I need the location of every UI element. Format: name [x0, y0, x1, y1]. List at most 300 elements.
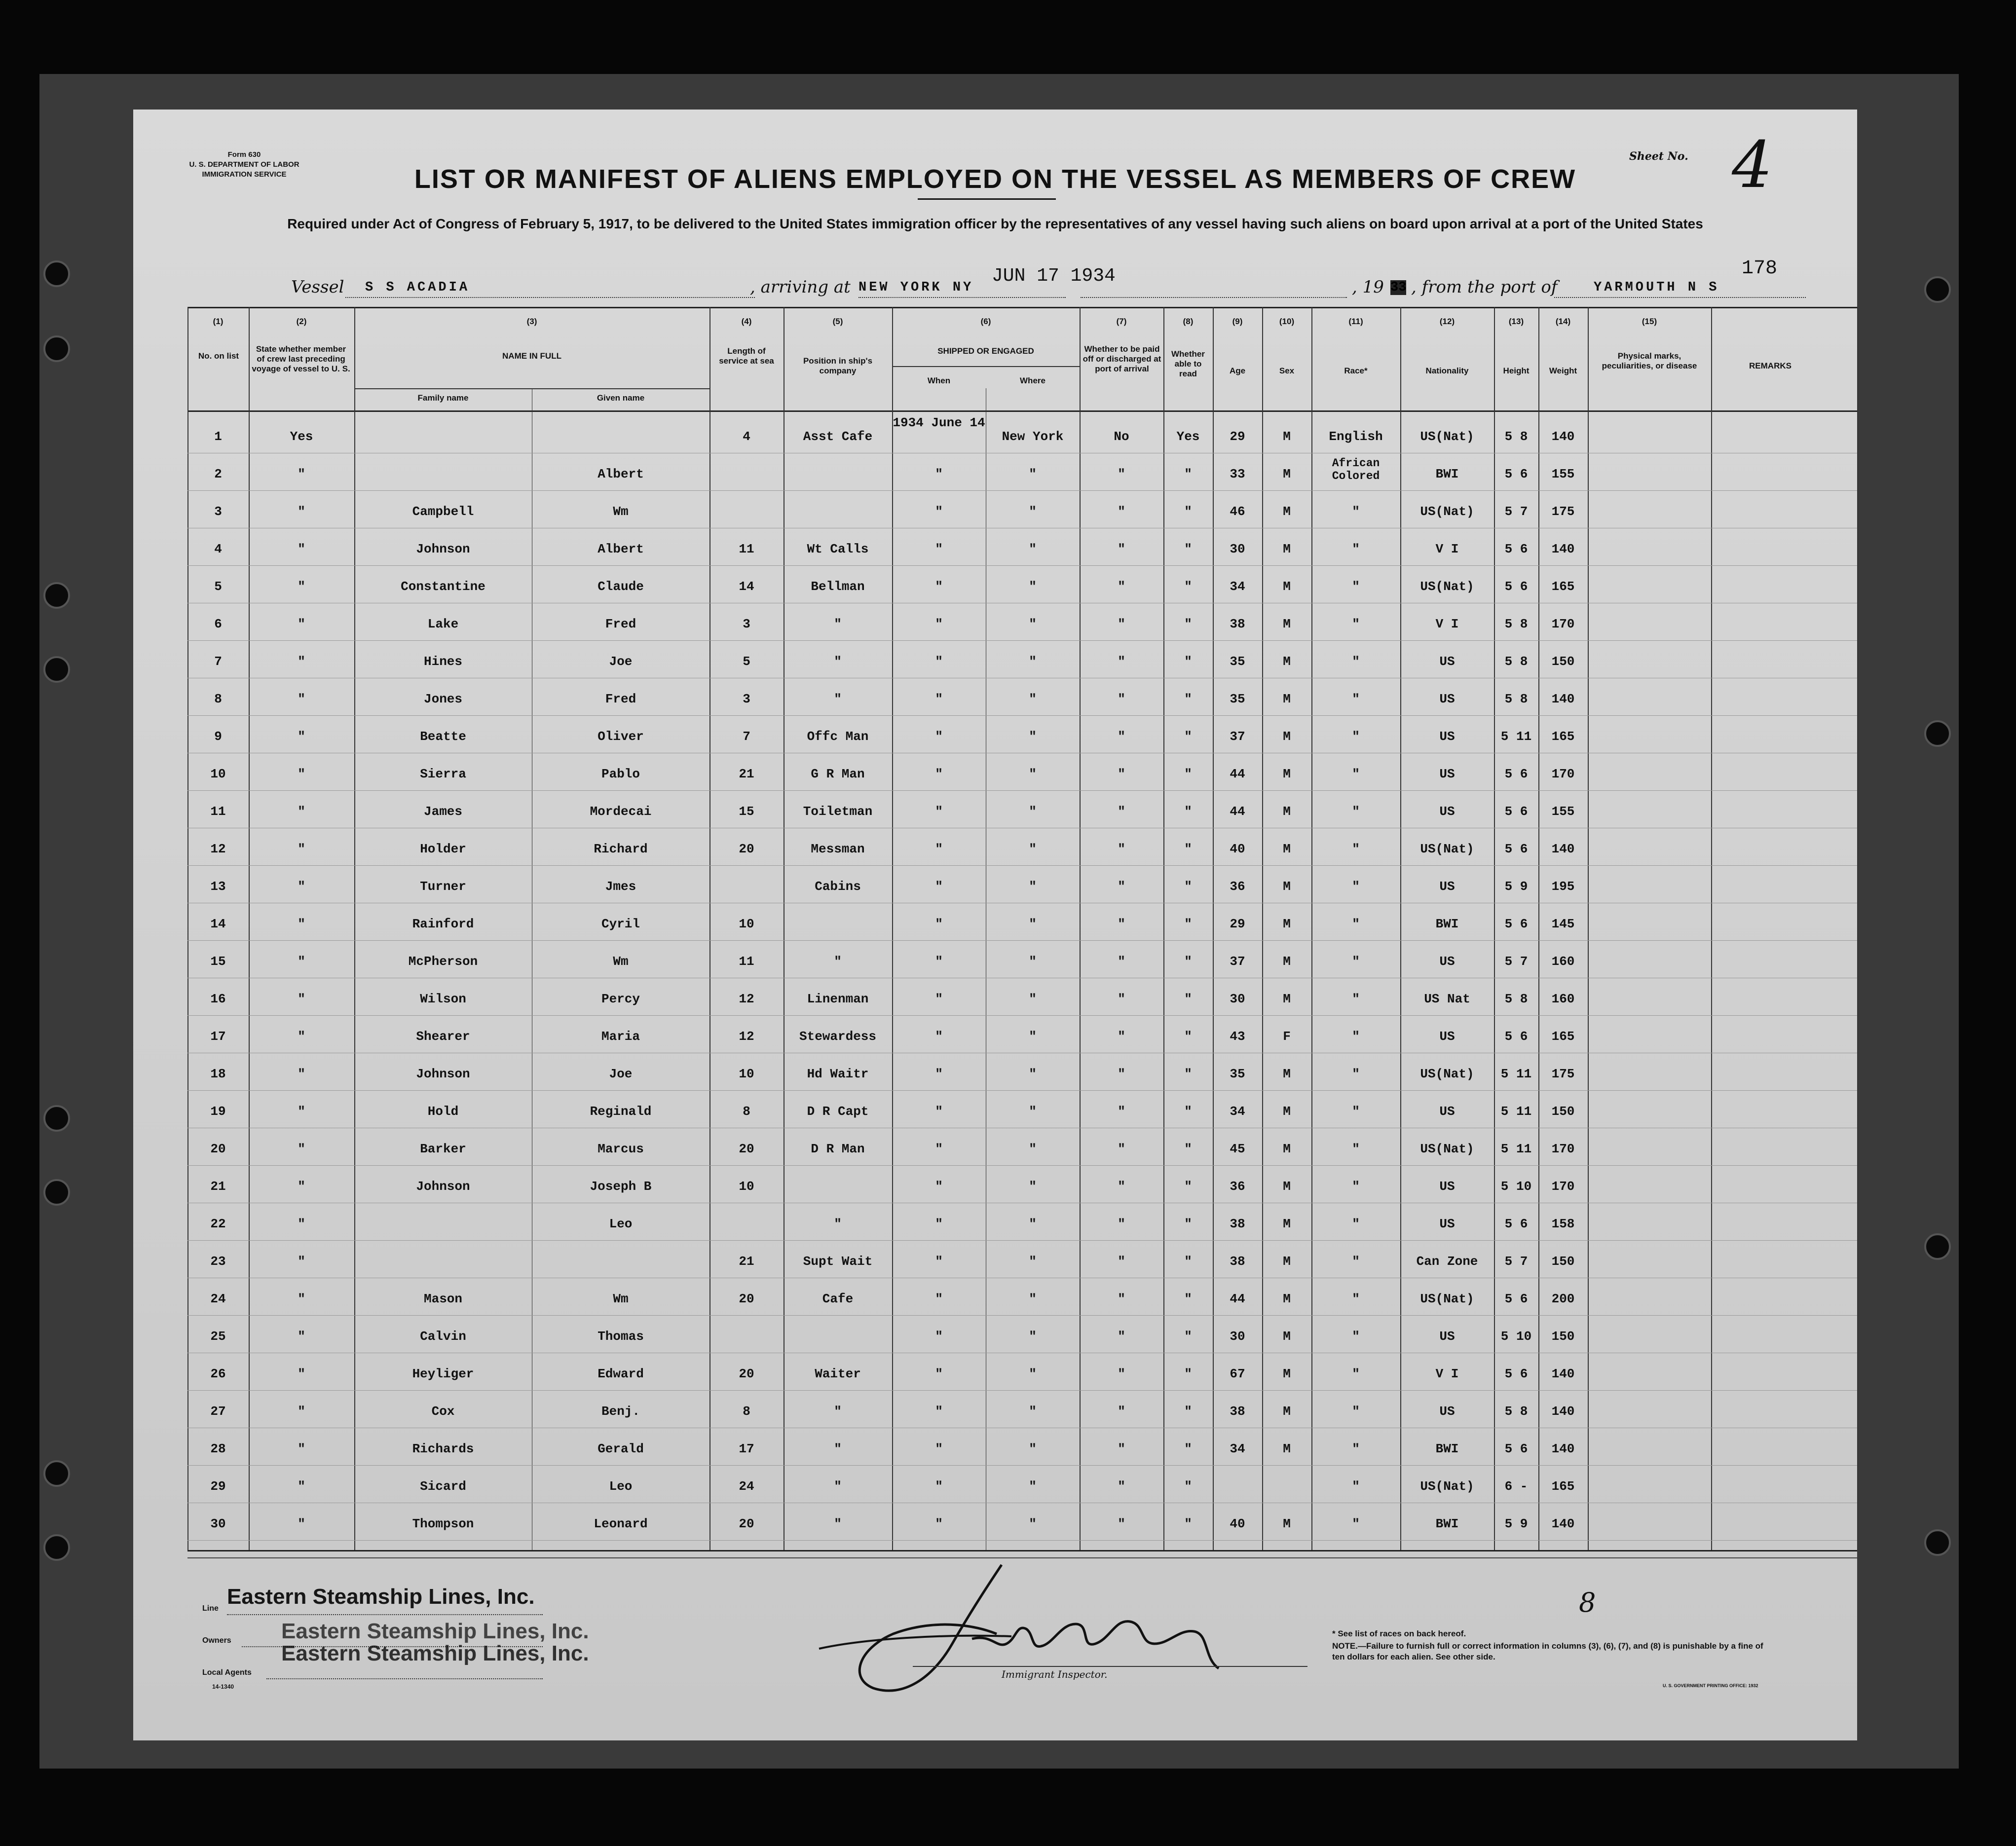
cell-read: ": [1184, 842, 1192, 856]
cell-race: ": [1352, 1441, 1360, 1456]
cell-nationality: V I: [1435, 1366, 1459, 1381]
table-row: [133, 865, 1857, 902]
col-num-3: (3): [526, 317, 537, 326]
cell-paid: ": [1118, 692, 1125, 706]
cell-given: Edward: [597, 1366, 644, 1381]
subheader-rule: [892, 366, 1080, 367]
cell-no: 14: [210, 917, 226, 931]
cell-crew: ": [298, 1404, 305, 1419]
cell-age: 37: [1230, 954, 1245, 969]
cell-weight: 175: [1551, 1067, 1575, 1081]
col-num-7: (7): [1116, 317, 1127, 326]
cell-where: ": [1029, 804, 1037, 819]
cell-position: Linenman: [807, 992, 869, 1006]
cell-read: ": [1184, 729, 1192, 744]
cell-service: 11: [739, 954, 754, 969]
cell-nationality: US: [1439, 1179, 1455, 1194]
cell-paid: ": [1118, 1404, 1125, 1419]
cell-service: 10: [739, 917, 754, 931]
cell-read: ": [1184, 879, 1192, 894]
from-value: YARMOUTH N S: [1594, 280, 1719, 295]
cell-position: Hd Waitr: [807, 1067, 869, 1081]
cell-position: ": [834, 954, 842, 969]
cell-read: ": [1184, 804, 1192, 819]
table-row: [133, 565, 1857, 602]
col-num-8: (8): [1183, 317, 1194, 326]
cell-age: 38: [1230, 1254, 1245, 1269]
cell-weight: 150: [1551, 1329, 1575, 1344]
cell-no: 22: [210, 1217, 226, 1231]
cell-family: James: [423, 804, 462, 819]
cell-where: ": [1029, 954, 1037, 969]
cell-when: ": [935, 842, 943, 856]
cell-family: McPherson: [408, 954, 478, 969]
cell-paid: ": [1118, 1254, 1125, 1269]
cell-service: 10: [739, 1067, 754, 1081]
cell-height: 5 11: [1500, 729, 1532, 744]
cell-where: ": [1029, 1254, 1037, 1269]
cell-given: Oliver: [597, 729, 644, 744]
cell-sex: M: [1283, 1142, 1291, 1156]
cell-height: 5 6: [1504, 1029, 1528, 1044]
cell-no: 19: [210, 1104, 226, 1119]
cell-age: 34: [1230, 1441, 1245, 1456]
cell-when: ": [935, 542, 943, 556]
table-row: [133, 415, 1857, 452]
col-num-9: (9): [1232, 317, 1243, 326]
cell-race: ": [1352, 1067, 1360, 1081]
table-row: [133, 1428, 1857, 1465]
cell-crew: ": [298, 1479, 305, 1494]
cell-paid: ": [1118, 1516, 1125, 1531]
cell-given: Wm: [613, 504, 629, 519]
cell-weight: 145: [1551, 917, 1575, 931]
cell-nationality: US: [1439, 1404, 1455, 1419]
line-stamp: Eastern Steamship Lines, Inc.: [227, 1585, 535, 1609]
cell-position: ": [834, 1404, 842, 1419]
cell-height: 5 6: [1504, 1441, 1528, 1456]
cell-read: ": [1184, 467, 1192, 481]
cell-where: ": [1029, 1292, 1037, 1306]
cell-given: Albert: [597, 542, 644, 556]
cell-read: ": [1184, 1366, 1192, 1381]
cell-no: 21: [210, 1179, 226, 1194]
cell-weight: 155: [1551, 467, 1575, 481]
cell-given: Leo: [609, 1217, 633, 1231]
cell-paid: ": [1118, 917, 1125, 931]
cell-nationality: V I: [1435, 617, 1459, 631]
cell-race: ": [1352, 804, 1360, 819]
cell-no: 27: [210, 1404, 226, 1419]
col-num-14: (14): [1555, 317, 1571, 326]
col-num-1: (1): [213, 317, 224, 326]
cell-family: Lake: [427, 617, 459, 631]
cell-crew: ": [298, 729, 305, 744]
cell-height: 5 6: [1504, 1366, 1528, 1381]
cell-read: ": [1184, 1254, 1192, 1269]
col-num-10: (10): [1279, 317, 1295, 326]
cell-position: Waiter: [815, 1366, 861, 1381]
cell-paid: ": [1118, 954, 1125, 969]
cell-nationality: US(Nat): [1420, 1067, 1474, 1081]
cell-nationality: US: [1439, 804, 1455, 819]
cell-given: Leonard: [594, 1516, 648, 1531]
cell-when: ": [935, 1366, 943, 1381]
cell-age: 44: [1230, 804, 1245, 819]
cell-crew: ": [298, 542, 305, 556]
cell-height: 5 6: [1504, 767, 1528, 781]
cell-no: 9: [214, 729, 222, 744]
cell-height: 5 8: [1504, 617, 1528, 631]
cell-paid: ": [1118, 1142, 1125, 1156]
cell-age: 38: [1230, 617, 1245, 631]
table-row: [133, 1015, 1857, 1052]
cell-when: ": [935, 917, 943, 931]
cell-service: 24: [739, 1479, 754, 1494]
cell-crew: ": [298, 879, 305, 894]
cell-no: 2: [214, 467, 222, 481]
cell-race: ": [1352, 954, 1360, 969]
cell-height: 5 6: [1504, 542, 1528, 556]
cell-weight: 170: [1551, 617, 1575, 631]
cell-service: 20: [739, 1292, 754, 1306]
cell-age: 35: [1230, 654, 1245, 669]
cell-nationality: BWI: [1435, 1441, 1459, 1456]
cell-crew: Yes: [290, 429, 313, 444]
cell-position: Cabins: [815, 879, 861, 894]
cell-where: ": [1029, 1329, 1037, 1344]
col-num-6: (6): [980, 317, 991, 326]
cell-age: 36: [1230, 879, 1245, 894]
table-row: [133, 903, 1857, 940]
cell-no: 7: [214, 654, 222, 669]
cell-age: 29: [1230, 917, 1245, 931]
cell-service: 15: [739, 804, 754, 819]
cell-race: ": [1352, 1142, 1360, 1156]
cell-sex: M: [1283, 617, 1291, 631]
cell-sex: M: [1283, 804, 1291, 819]
cell-given: Fred: [605, 617, 636, 631]
cell-crew: ": [298, 992, 305, 1006]
cell-age: 33: [1230, 467, 1245, 481]
cell-where: ": [1029, 1366, 1037, 1381]
cell-race: ": [1352, 1329, 1360, 1344]
cell-when: ": [935, 729, 943, 744]
cell-when: ": [935, 467, 943, 481]
table-row: [133, 453, 1857, 490]
cell-age: 34: [1230, 579, 1245, 594]
cell-read: ": [1184, 1329, 1192, 1344]
cell-weight: 158: [1551, 1217, 1575, 1231]
cell-sex: M: [1283, 842, 1291, 856]
cell-given: Reginald: [590, 1104, 652, 1119]
cell-no: 5: [214, 579, 222, 594]
form-code: 14-1340: [212, 1683, 234, 1690]
arriving-label: , arriving at: [750, 277, 851, 297]
cell-crew: ": [298, 1441, 305, 1456]
cell-read: ": [1184, 617, 1192, 631]
cell-paid: ": [1118, 1441, 1125, 1456]
note-penalty: NOTE.—Failure to furnish full or correct information in columns (3), (6), (7), and (8) is punishable by a fine of ten dollars for each alien. See other side.: [1332, 1641, 1763, 1661]
table-row: [133, 1128, 1857, 1165]
cell-service: 21: [739, 767, 754, 781]
cell-age: 30: [1230, 992, 1245, 1006]
cell-race: ": [1352, 1104, 1360, 1119]
table-row: [133, 828, 1857, 865]
cell-given: Wm: [613, 1292, 629, 1306]
cell-where: ": [1029, 1479, 1037, 1494]
cell-weight: 175: [1551, 504, 1575, 519]
cell-given: Gerald: [597, 1441, 644, 1456]
table-row: [133, 603, 1857, 640]
cell-position: Asst Cafe: [803, 429, 873, 444]
cell-read: ": [1184, 992, 1192, 1006]
cell-no: 29: [210, 1479, 226, 1494]
col-num-2: (2): [296, 317, 307, 326]
table-top-rule: [187, 307, 1857, 308]
cell-read: ": [1184, 1441, 1192, 1456]
cell-position: ": [834, 1516, 842, 1531]
cell-when: 1934 June 14: [893, 415, 985, 430]
cell-race: ": [1352, 879, 1360, 894]
cell-nationality: US(Nat): [1420, 842, 1474, 856]
cell-sex: M: [1283, 1404, 1291, 1419]
table-row: [133, 490, 1857, 527]
cell-given: Maria: [601, 1029, 640, 1044]
arrival-date-stamp: JUN 17 1934: [992, 265, 1116, 287]
sheet-label: Sheet No.: [1629, 150, 1688, 163]
cell-crew: ": [298, 579, 305, 594]
cell-paid: ": [1118, 579, 1125, 594]
cell-sex: M: [1283, 954, 1291, 969]
cell-service: 8: [743, 1404, 750, 1419]
cell-family: Barker: [420, 1142, 466, 1156]
cell-service: 17: [739, 1441, 754, 1456]
cell-no: 20: [210, 1142, 226, 1156]
cell-race: ": [1352, 1292, 1360, 1306]
cell-age: 30: [1230, 1329, 1245, 1344]
col-head-8: Whether able to read: [1171, 349, 1205, 378]
cell-height: 5 6: [1504, 1217, 1528, 1231]
table-row: [133, 1353, 1857, 1390]
cell-crew: ": [298, 954, 305, 969]
cell-when: ": [935, 804, 943, 819]
cell-when: ": [935, 1104, 943, 1119]
cell-sex: M: [1283, 542, 1291, 556]
cell-race: ": [1352, 1479, 1360, 1494]
agents-label: Local Agents: [202, 1668, 252, 1677]
cell-read: ": [1184, 654, 1192, 669]
title-underline: [918, 198, 1056, 200]
cell-height: 5 8: [1504, 692, 1528, 706]
table-row: [133, 1278, 1857, 1315]
cell-weight: 140: [1551, 1366, 1575, 1381]
cell-when: ": [935, 1142, 943, 1156]
cell-read: ": [1184, 767, 1192, 781]
cell-family: Holder: [420, 842, 466, 856]
cell-sex: M: [1283, 429, 1291, 444]
cell-crew: ": [298, 1104, 305, 1119]
cell-family: Wilson: [420, 992, 466, 1006]
cell-paid: ": [1118, 842, 1125, 856]
cell-where: ": [1029, 1104, 1037, 1119]
cell-when: ": [935, 879, 943, 894]
year-prefix: , 19: [1352, 277, 1384, 297]
cell-position: ": [834, 1441, 842, 1456]
cell-height: 5 8: [1504, 992, 1528, 1006]
cell-nationality: US: [1439, 767, 1455, 781]
cell-weight: 170: [1551, 767, 1575, 781]
col-head-9: Age: [1229, 366, 1246, 375]
cell-race: ": [1352, 1254, 1360, 1269]
cell-given: Thomas: [597, 1329, 644, 1344]
cell-position: ": [834, 1479, 842, 1494]
cell-weight: 140: [1551, 692, 1575, 706]
cell-paid: ": [1118, 617, 1125, 631]
cell-height: 6 -: [1504, 1479, 1528, 1494]
cell-family: Johnson: [416, 1179, 470, 1194]
table-row: [133, 1315, 1857, 1352]
cell-position: Toiletman: [803, 804, 873, 819]
col-head-12: Nationality: [1425, 366, 1469, 375]
cell-nationality: US Nat: [1424, 992, 1470, 1006]
cell-paid: ": [1118, 542, 1125, 556]
cell-family: Constantine: [401, 579, 485, 594]
cell-race: ": [1352, 542, 1360, 556]
cell-race: English: [1329, 429, 1383, 444]
cell-race: African Colored: [1332, 457, 1380, 482]
cell-no: 16: [210, 992, 226, 1006]
cell-race: ": [1352, 842, 1360, 856]
cell-family: Shearer: [416, 1029, 470, 1044]
cell-race: ": [1352, 1366, 1360, 1381]
cell-weight: 140: [1551, 842, 1575, 856]
cell-read: ": [1184, 1479, 1192, 1494]
cell-paid: ": [1118, 804, 1125, 819]
cell-weight: 165: [1551, 729, 1575, 744]
cell-age: 36: [1230, 1179, 1245, 1194]
cell-height: 5 11: [1500, 1067, 1532, 1081]
cell-nationality: US: [1439, 1029, 1455, 1044]
cell-service: 8: [743, 1104, 750, 1119]
cell-no: 11: [210, 804, 226, 819]
cell-when: ": [935, 1441, 943, 1456]
cell-position: Supt Wait: [803, 1254, 873, 1269]
cell-where: ": [1029, 1067, 1037, 1081]
cell-age: 67: [1230, 1366, 1245, 1381]
col-num-15: (15): [1642, 317, 1657, 326]
cell-paid: ": [1118, 504, 1125, 519]
cell-crew: ": [298, 1254, 305, 1269]
cell-family: Cox: [431, 1404, 455, 1419]
cell-where: ": [1029, 617, 1037, 631]
cell-sex: M: [1283, 467, 1291, 481]
cell-family: Johnson: [416, 1067, 470, 1081]
form-reference: Form 630 U. S. DEPARTMENT OF LABOR IMMIGRATION SERVICE: [189, 150, 299, 179]
cell-sex: M: [1283, 1292, 1291, 1306]
cell-given: Fred: [605, 692, 636, 706]
cell-nationality: US: [1439, 954, 1455, 969]
col-head-given: Given name: [597, 393, 645, 403]
cell-height: 5 11: [1500, 1142, 1532, 1156]
page-title: LIST OR MANIFEST OF ALIENS EMPLOYED ON THE VESSEL AS MEMBERS OF CREW: [414, 164, 1576, 194]
col-head-14: Weight: [1549, 366, 1577, 375]
cell-weight: 140: [1551, 542, 1575, 556]
cell-where: ": [1029, 1441, 1037, 1456]
cell-sex: M: [1283, 1067, 1291, 1081]
cell-where: ": [1029, 654, 1037, 669]
cell-weight: 160: [1551, 954, 1575, 969]
col-num-12: (12): [1439, 317, 1455, 326]
col-head-11: Race*: [1344, 366, 1368, 375]
cell-position: D R Capt: [807, 1104, 869, 1119]
table-row: [133, 1090, 1857, 1127]
cell-age: 38: [1230, 1404, 1245, 1419]
cell-when: ": [935, 1404, 943, 1419]
cell-position: ": [834, 654, 842, 669]
cell-height: 5 6: [1504, 1292, 1528, 1306]
cell-where: ": [1029, 1179, 1037, 1194]
cell-where: ": [1029, 729, 1037, 744]
cell-crew: ": [298, 1067, 305, 1081]
cell-when: ": [935, 1516, 943, 1531]
cell-race: ": [1352, 692, 1360, 706]
cell-no: 28: [210, 1441, 226, 1456]
cell-nationality: US: [1439, 1329, 1455, 1344]
cell-crew: ": [298, 1029, 305, 1044]
cell-weight: 170: [1551, 1142, 1575, 1156]
cell-nationality: US(Nat): [1420, 1292, 1474, 1306]
cell-weight: 195: [1551, 879, 1575, 894]
cell-position: Messman: [811, 842, 865, 856]
cell-service: 20: [739, 1516, 754, 1531]
cell-when: ": [935, 654, 943, 669]
cell-sex: M: [1283, 692, 1291, 706]
cell-family: Thompson: [412, 1516, 474, 1531]
cell-no: 4: [214, 542, 222, 556]
cell-when: ": [935, 579, 943, 594]
col-head-2: State whether member of crew last preceding voyage of vessel to U. S.: [252, 344, 350, 373]
cell-sex: M: [1283, 992, 1291, 1006]
cell-service: 3: [743, 692, 750, 706]
cell-weight: 150: [1551, 1254, 1575, 1269]
col-head-remarks: REMARKS: [1749, 361, 1792, 370]
cell-given: Richard: [594, 842, 648, 856]
cell-height: 5 10: [1500, 1179, 1532, 1194]
cell-paid: ": [1118, 1029, 1125, 1044]
cell-race: ": [1352, 1029, 1360, 1044]
cell-race: ": [1352, 1217, 1360, 1231]
cell-height: 5 6: [1504, 917, 1528, 931]
cell-weight: 165: [1551, 1479, 1575, 1494]
cell-where: ": [1029, 467, 1037, 481]
col-head-7: Whether to be paid off or discharged at port of arrival: [1083, 344, 1161, 373]
cell-nationality: US(Nat): [1420, 504, 1474, 519]
subheader-rule: [354, 388, 709, 389]
cell-weight: 155: [1551, 804, 1575, 819]
cell-age: 38: [1230, 1217, 1245, 1231]
cell-weight: 150: [1551, 1104, 1575, 1119]
cell-no: 12: [210, 842, 226, 856]
vessel-label: Vessel: [291, 277, 344, 297]
cell-position: ": [834, 617, 842, 631]
cell-where: ": [1029, 767, 1037, 781]
cell-read: ": [1184, 1179, 1192, 1194]
cell-no: 30: [210, 1516, 226, 1531]
cell-race: ": [1352, 767, 1360, 781]
cell-where: ": [1029, 1029, 1037, 1044]
cell-paid: No: [1114, 429, 1129, 444]
